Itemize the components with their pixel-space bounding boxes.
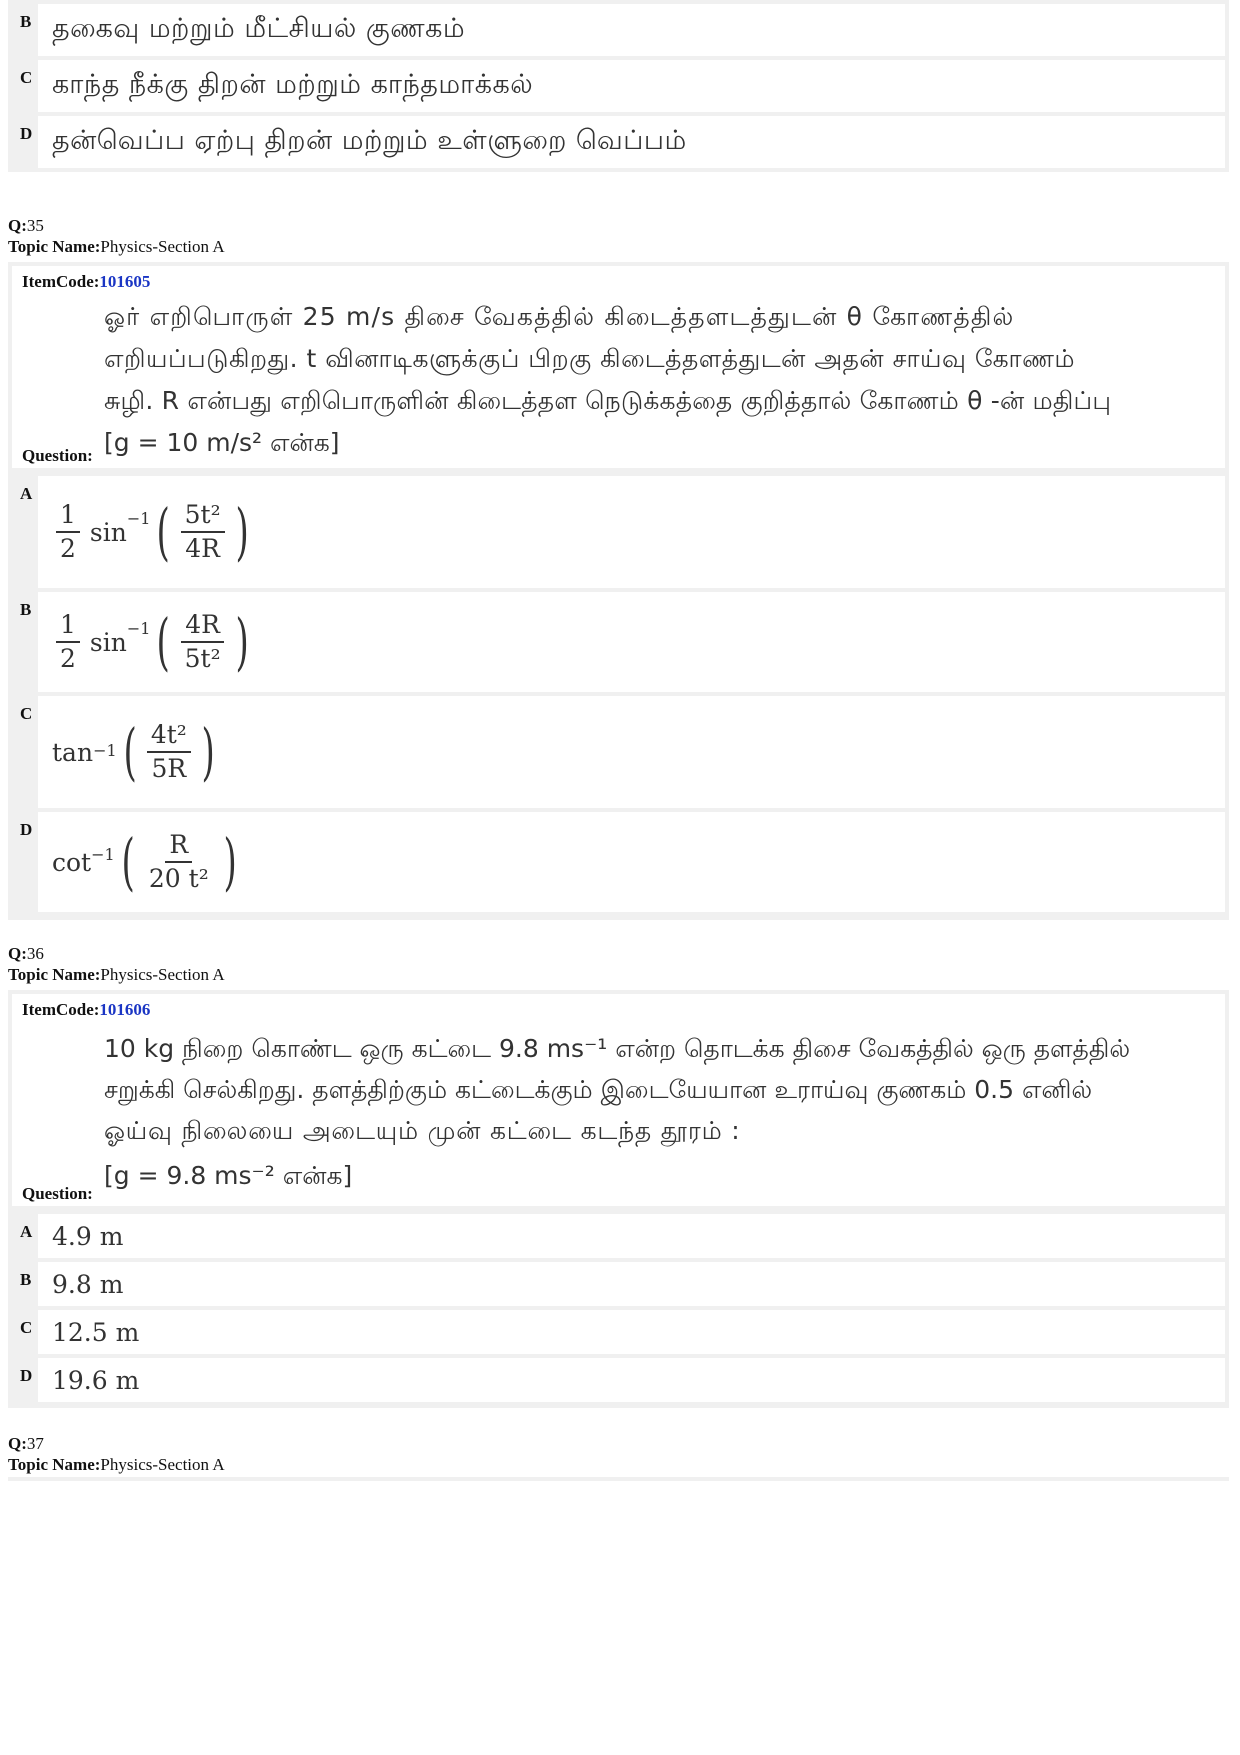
option-row[interactable] [12,116,1225,168]
question-box-36 [8,990,1229,1210]
question-text: ஓர் எறிபொருள் 25 m/s திசை வேகத்தில் கிடைத்தளடத்துடன் θ கோணத்தில் எறியப்படுகிறது. t வினாடிகளுக்குப் பிறகு கிடைத்தளத்துடன் அதன் சாய்வு கோணம் சுழி. R என்பது எறிபொருளின் கிடைத்தள நெடுக்கத்தை குறித்தால் கோணம் θ -ன் மதிப்பு [g = 10 m/s² என்க] [104,302,1112,457]
option-row[interactable] [12,476,1225,588]
option-text: தகைவு மற்றும் மீட்சியல் குணகம் [52,12,466,44]
option-letter: D [20,1366,33,1385]
option-letter: D [20,124,33,143]
option-row[interactable] [12,1214,1225,1258]
topic-label: Topic Name: [8,965,101,984]
option-letter: A [20,1222,33,1241]
option-letter: C [20,1318,33,1337]
math-expression: tan −1 ( $\frac{\text{4t²}}{5R}$ ) [52,715,215,788]
question-box-35 [8,262,1229,472]
option-letter: B [20,600,32,619]
option-text: 9.8 m [52,1269,124,1299]
math-expression: $\frac{1}{2}$ sin $^{-1}$ ( $\frac{4R}{\text{5t²}}$ ) [52,609,255,675]
option-text: தன்வெப்ப ஏற்பு திறன் மற்றும் உள்ளுறை வெப்பம் [52,124,687,156]
question-header-36 [8,943,1229,985]
options-35 [8,472,1229,920]
question-label: Question: [22,1184,93,1203]
question-number: 37 [26,1434,44,1453]
option-letter: C [20,68,33,87]
prev-question-options [8,0,1229,172]
question-label: Question: [22,446,93,465]
option-letter: D [20,820,33,839]
topic-name: Physics-Section A [100,965,225,984]
option-row[interactable] [12,60,1225,112]
question-header-37 [8,1433,1229,1475]
question-header-35 [8,215,1229,257]
item-code: ItemCode:101606 [22,1000,151,1019]
topic-label: Topic Name: [8,1455,101,1474]
option-letter: B [20,12,32,31]
option-text: காந்த நீக்கு திறன் மற்றும் காந்தமாக்கல் [52,68,534,100]
option-row[interactable] [12,812,1225,912]
options-36 [8,1210,1229,1408]
topic-name: Physics-Section A [100,1455,225,1474]
option-row[interactable] [12,696,1225,808]
question-text: 10 kg நிறை கொண்ட ஒரு கட்டை 9.8 ms⁻¹ என்ற தொடக்க திசை வேகத்தில் ஒரு தளத்தில் சறுக்கி செல்கிறது. தளத்திற்கும் கட்டைக்கும் இடையேயான உராய்வு குணகம் 0.5 எனில் ஓய்வு நிலையை அடையும் முன் கட்டை கடந்த தூரம் : [g = 9.8 ms⁻² என்க] [104,1034,1131,1190]
option-row[interactable] [12,1262,1225,1306]
divider [8,1477,1229,1481]
question-number: 36 [26,944,44,963]
q-label: Q: [8,944,27,963]
q-label: Q: [8,216,27,235]
math-expression: $\frac{1}{2}$ sin $^{-1}$ ( $\frac{\text{5t²}}{4R}$ ) [52,499,255,565]
option-row[interactable] [12,592,1225,692]
math-expression: cot $^{-1}$ ( $\frac{R}{\text{20 t²}}$ ) [52,825,237,898]
option-row[interactable] [12,4,1225,56]
q-label: Q: [8,1434,27,1453]
option-letter: B [20,1270,32,1289]
option-row[interactable] [12,1358,1225,1402]
item-code: ItemCode:101605 [22,272,151,291]
option-text: 12.5 m [52,1317,140,1347]
option-letter: C [20,704,33,723]
option-text: 19.6 m [52,1365,140,1395]
question-number: 35 [26,216,44,235]
topic-label: Topic Name: [8,237,101,256]
option-text: 4.9 m [52,1221,124,1251]
topic-name: Physics-Section A [100,237,225,256]
option-row[interactable] [12,1310,1225,1354]
option-letter: A [20,484,33,503]
